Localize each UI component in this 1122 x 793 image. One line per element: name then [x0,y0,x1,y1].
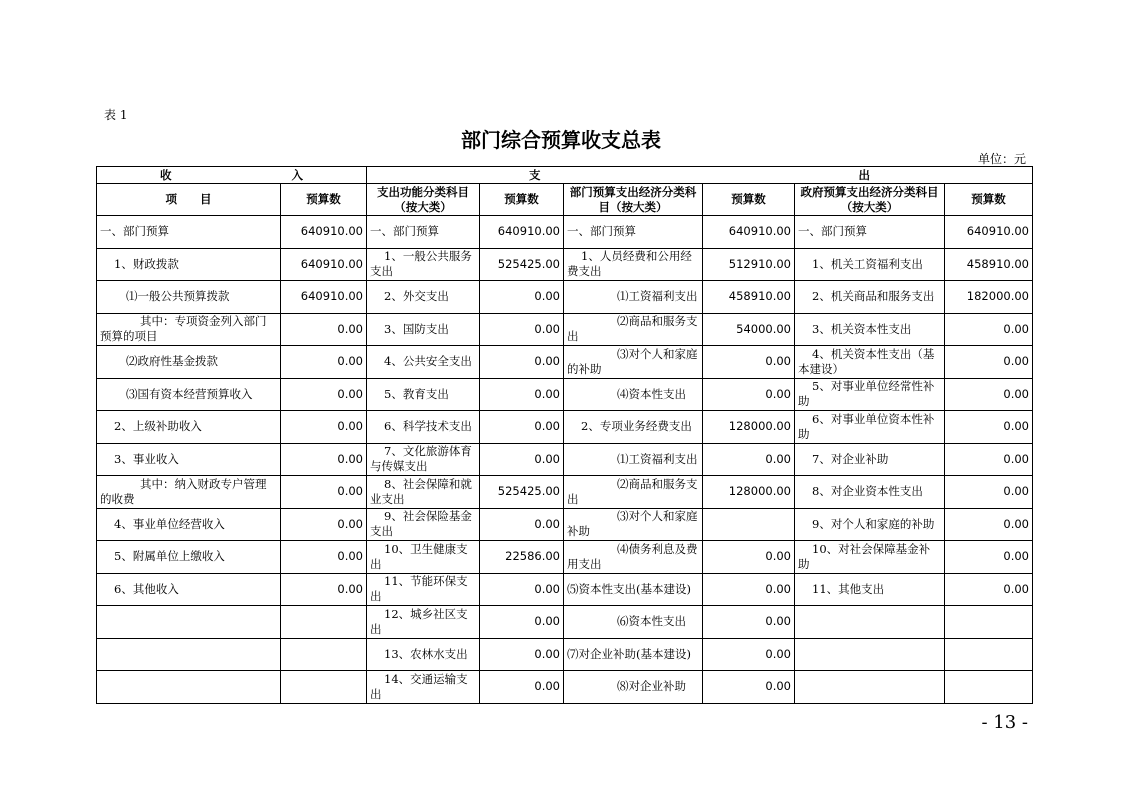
page-number: - 13 - [981,712,1028,733]
table-row [97,411,1033,444]
col-dept-item: 部门预算支出经济分类科目（按大类） [564,184,703,216]
income-item-cell: 1、财政拨款 [97,248,281,281]
dept-item-cell: 1、人员经费和公用经费支出 [564,248,703,281]
func-amount-cell: 0.00 [480,671,564,704]
gov-amount-cell: 0.00 [945,541,1033,574]
dept-item-cell: ⑷资本性支出 [564,378,703,411]
gov-amount-cell: 0.00 [945,313,1033,346]
func-item-cell: 13、农林水支出 [367,638,480,671]
income-item-cell [97,671,281,704]
income-amount-cell: 0.00 [281,443,367,476]
income-amount-cell: 640910.00 [281,216,367,249]
dept-item-cell: 2、专项业务经费支出 [564,411,703,444]
table-row [97,508,1033,541]
func-item-cell: 一、部门预算 [367,216,480,249]
col-income-amount: 预算数 [281,184,367,216]
unit-label: 单位：元 [977,152,1026,166]
income-amount-cell: 640910.00 [281,281,367,314]
income-amount-cell: 0.00 [281,508,367,541]
func-item-cell: 9、社会保险基金支出 [367,508,480,541]
dept-item-cell: ⑴工资福利支出 [564,281,703,314]
func-amount-cell: 0.00 [480,606,564,639]
col-gov-amount: 预算数 [945,184,1033,216]
income-item-cell: 一、部门预算 [97,216,281,249]
gov-item-cell: 一、部门预算 [795,216,945,249]
dept-amount-cell: 0.00 [703,541,795,574]
income-amount-cell: 0.00 [281,573,367,606]
gov-amount-cell: 0.00 [945,443,1033,476]
gov-amount-cell: 458910.00 [945,248,1033,281]
func-amount-cell: 0.00 [480,346,564,379]
dept-item-cell: ⑵商品和服务支出 [564,476,703,509]
dept-item-cell: 一、部门预算 [564,216,703,249]
gov-item-cell: 8、对企业资本性支出 [795,476,945,509]
income-item-cell: 5、附属单位上缴收入 [97,541,281,574]
column-header-row [97,184,1033,216]
gov-amount-cell: 0.00 [945,508,1033,541]
dept-amount-cell: 0.00 [703,671,795,704]
income-amount-cell [281,638,367,671]
col-gov-item: 政府预算支出经济分类科目（按大类） [795,184,945,216]
func-item-cell: 1、一般公共服务支出 [367,248,480,281]
table-row [97,216,1033,249]
col-func-amount: 预算数 [480,184,564,216]
dept-item-cell: ⑹资本性支出 [564,606,703,639]
gov-item-cell [795,671,945,704]
gov-amount-cell [945,606,1033,639]
income-item-cell [97,638,281,671]
table-row [97,443,1033,476]
dept-amount-cell: 512910.00 [703,248,795,281]
dept-item-cell: ⑶对个人和家庭的补助 [564,346,703,379]
income-item-cell: 其中：专项资金列入部门预算的项目 [97,313,281,346]
col-income-item: 项 目 [97,184,281,216]
dept-amount-cell: 128000.00 [703,411,795,444]
func-item-cell: 11、节能环保支出 [367,573,480,606]
budget-summary-table [96,166,1033,704]
expense-header-char-1: 支 [529,167,541,182]
income-amount-cell: 0.00 [281,411,367,444]
dept-amount-cell: 0.00 [703,606,795,639]
income-amount-cell: 0.00 [281,541,367,574]
income-item-cell: 4、事业单位经营收入 [97,508,281,541]
dept-item-cell: ⑷债务利息及费用支出 [564,541,703,574]
income-item-cell: ⑵政府性基金拨款 [97,346,281,379]
gov-amount-cell: 0.00 [945,378,1033,411]
func-item-cell: 14、交通运输支出 [367,671,480,704]
dept-amount-cell: 0.00 [703,638,795,671]
income-item-cell: ⑴一般公共预算拨款 [97,281,281,314]
dept-item-cell: ⑻对企业补助 [564,671,703,704]
income-header-char-1: 收 [160,167,172,182]
dept-amount-cell: 458910.00 [703,281,795,314]
col-dept-amount: 预算数 [703,184,795,216]
gov-amount-cell: 0.00 [945,346,1033,379]
table-row [97,638,1033,671]
dept-amount-cell: 54000.00 [703,313,795,346]
table-row [97,248,1033,281]
gov-item-cell: 7、对企业补助 [795,443,945,476]
income-item-cell [97,606,281,639]
func-item-cell: 10、卫生健康支出 [367,541,480,574]
table-row [97,573,1033,606]
gov-amount-cell [945,671,1033,704]
table-row [97,346,1033,379]
dept-item-cell: ⑶对个人和家庭补助 [564,508,703,541]
func-item-cell: 2、外交支出 [367,281,480,314]
gov-amount-cell: 182000.00 [945,281,1033,314]
func-amount-cell: 525425.00 [480,476,564,509]
gov-item-cell: 5、对事业单位经常性补助 [795,378,945,411]
income-amount-cell: 0.00 [281,378,367,411]
func-item-cell: 3、国防支出 [367,313,480,346]
income-amount-cell [281,671,367,704]
gov-item-cell: 4、机关资本性支出（基本建设） [795,346,945,379]
gov-item-cell: 6、对事业单位资本性补助 [795,411,945,444]
income-amount-cell: 0.00 [281,476,367,509]
income-amount-cell: 0.00 [281,346,367,379]
table-row [97,476,1033,509]
gov-item-cell: 10、对社会保障基金补助 [795,541,945,574]
dept-item-cell: ⑺对企业补助(基本建设) [564,638,703,671]
func-amount-cell: 0.00 [480,313,564,346]
income-item-cell: 3、事业收入 [97,443,281,476]
gov-item-cell [795,638,945,671]
income-amount-cell [281,606,367,639]
gov-item-cell: 2、机关商品和服务支出 [795,281,945,314]
func-amount-cell: 525425.00 [480,248,564,281]
func-amount-cell: 0.00 [480,443,564,476]
gov-item-cell: 9、对个人和家庭的补助 [795,508,945,541]
func-amount-cell: 22586.00 [480,541,564,574]
income-amount-cell: 640910.00 [281,248,367,281]
income-item-cell: 其中：纳入财政专户管理的收费 [97,476,281,509]
table-row [97,378,1033,411]
income-group-header [97,167,367,184]
func-amount-cell: 0.00 [480,573,564,606]
dept-item-cell: ⑴工资福利支出 [564,443,703,476]
func-item-cell: 7、文化旅游体育与传媒支出 [367,443,480,476]
func-item-cell: 4、公共安全支出 [367,346,480,379]
func-item-cell: 12、城乡社区支出 [367,606,480,639]
table-row [97,671,1033,704]
dept-amount-cell [703,508,795,541]
table-row [97,313,1033,346]
dept-item-cell: ⑵商品和服务支出 [564,313,703,346]
income-item-cell: ⑶国有资本经营预算收入 [97,378,281,411]
table-row [97,281,1033,314]
dept-amount-cell: 0.00 [703,573,795,606]
func-amount-cell: 640910.00 [480,216,564,249]
func-item-cell: 8、社会保障和就业支出 [367,476,480,509]
func-amount-cell: 0.00 [480,508,564,541]
gov-item-cell [795,606,945,639]
dept-item-cell: ⑸资本性支出(基本建设) [564,573,703,606]
income-header-char-2: 入 [291,167,303,182]
gov-item-cell: 1、机关工资福利支出 [795,248,945,281]
dept-amount-cell: 0.00 [703,346,795,379]
expense-header-char-2: 出 [858,167,870,182]
func-amount-cell: 0.00 [480,638,564,671]
func-item-cell: 5、教育支出 [367,378,480,411]
expense-group-header [367,167,1033,184]
income-amount-cell: 0.00 [281,313,367,346]
income-item-cell: 2、上级补助收入 [97,411,281,444]
gov-item-cell: 3、机关资本性支出 [795,313,945,346]
dept-amount-cell: 0.00 [703,443,795,476]
func-amount-cell: 0.00 [480,378,564,411]
func-item-cell: 6、科学技术支出 [367,411,480,444]
func-amount-cell: 0.00 [480,281,564,314]
table-row [97,541,1033,574]
func-amount-cell: 0.00 [480,411,564,444]
page-title: 部门综合预算收支总表 [461,128,661,152]
gov-item-cell: 11、其他支出 [795,573,945,606]
col-func-item: 支出功能分类科目（按大类） [367,184,480,216]
income-item-cell: 6、其他收入 [97,573,281,606]
gov-amount-cell [945,638,1033,671]
dept-amount-cell: 640910.00 [703,216,795,249]
gov-amount-cell: 0.00 [945,411,1033,444]
gov-amount-cell: 640910.00 [945,216,1033,249]
table-label: 表 1 [104,108,128,122]
table-row [97,606,1033,639]
gov-amount-cell: 0.00 [945,573,1033,606]
dept-amount-cell: 128000.00 [703,476,795,509]
group-header-row [97,167,1033,184]
gov-amount-cell: 0.00 [945,476,1033,509]
dept-amount-cell: 0.00 [703,378,795,411]
